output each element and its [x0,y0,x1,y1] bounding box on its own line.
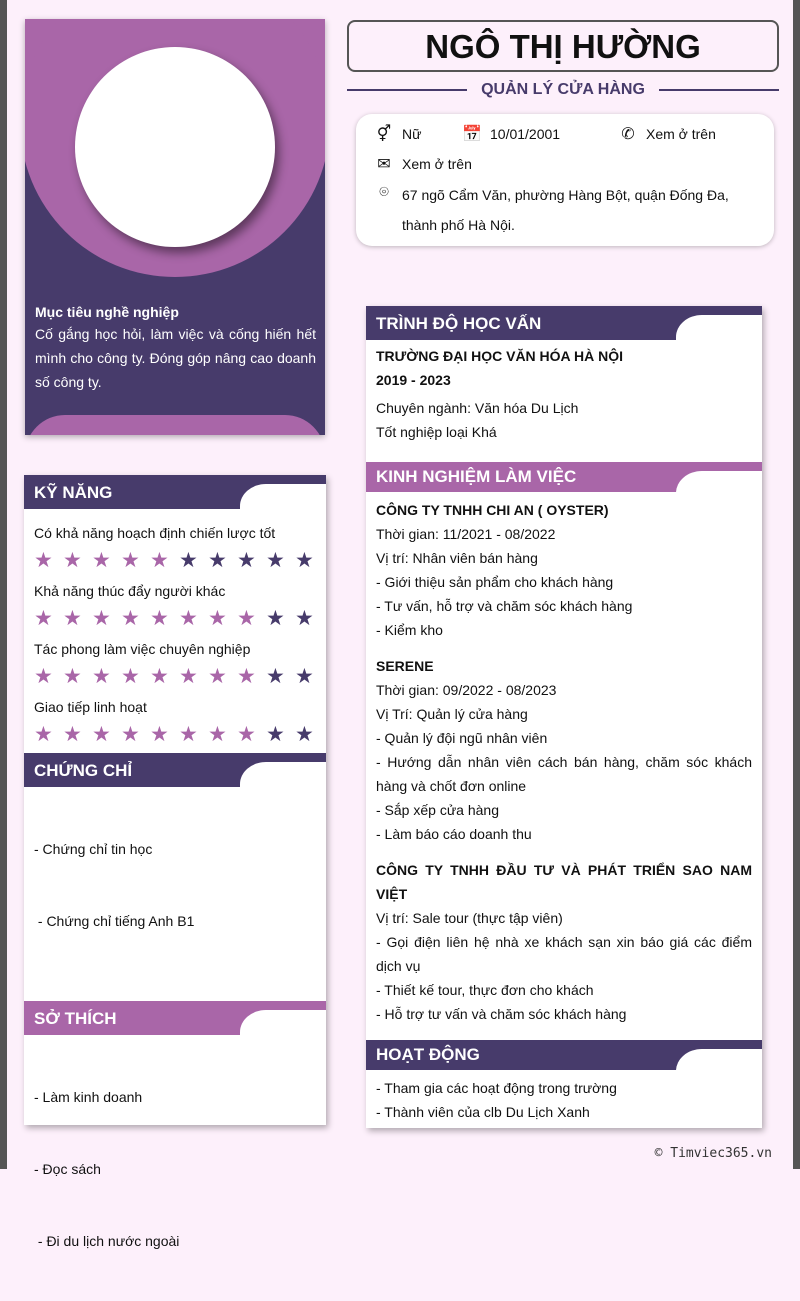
job-detail: - Tư vấn, hỗ trợ và chăm sóc khách hàng [376,598,633,614]
star-empty-icon: ★ [295,722,314,746]
hobby-item: - Làm kinh doanh [34,1089,143,1105]
birthday-value: 10/01/2001 [490,126,561,142]
star-empty-icon: ★ [295,606,314,630]
job-entry [376,498,752,642]
skill-label: Khả năng thúc đẩy người khác [34,583,226,599]
certificate-item: - Chứng chỉ tin học [34,841,153,857]
job-detail: Vị Trí: Quản lý cửa hàng [376,706,528,722]
skills-header [24,475,326,509]
star-filled-icon: ★ [150,548,169,572]
profile-card [25,19,325,435]
envelope-icon: ✉ [377,156,391,173]
star-filled-icon: ★ [121,606,140,630]
left-edge [0,0,7,1169]
job-entry [376,654,752,846]
hobbies-list [24,1035,326,1301]
email [374,154,472,174]
star-empty-icon: ★ [266,548,285,572]
star-filled-icon: ★ [150,606,169,630]
objective [35,302,316,394]
star-filled-icon: ★ [121,664,140,688]
activity-item: - Tham gia các hoạt động trong trường [376,1080,617,1096]
star-empty-icon: ★ [295,548,314,572]
star-empty-icon: ★ [266,722,285,746]
skill-rating [34,605,316,631]
star-filled-icon: ★ [92,548,111,572]
objective-text: Cố gắng học hỏi, làm việc và cống hiến hết mình cho công ty. Đóng góp nâng cao doanh số công ty. [35,326,316,390]
star-filled-icon: ★ [237,664,256,688]
skills-title: KỸ NĂNG [34,483,113,502]
star-filled-icon: ★ [92,606,111,630]
years: 2019 - 2023 [376,372,451,388]
job-detail: - Giới thiệu sản phẩm cho khách hàng [376,574,614,590]
contact-box [356,114,774,246]
email-value[interactable]: Xem ở trên [402,156,472,172]
job-detail: - Quản lý đội ngũ nhân viên [376,730,548,746]
star-empty-icon: ★ [208,548,227,572]
job-detail: Thời gian: 09/2022 - 08/2023 [376,682,557,698]
gender-value: Nữ [402,126,422,142]
star-filled-icon: ★ [63,548,82,572]
skills-list [24,509,326,747]
job-detail: Thời gian: 11/2021 - 08/2022 [376,526,556,542]
star-filled-icon: ★ [92,722,111,746]
star-empty-icon: ★ [266,664,285,688]
address [374,184,729,240]
skill-rating [34,547,316,573]
star-filled-icon: ★ [208,722,227,746]
gender-icon: ⚥ [376,126,392,143]
star-filled-icon: ★ [34,664,53,688]
star-filled-icon: ★ [179,722,198,746]
education-header [366,306,762,340]
hobbies-header [24,1001,326,1035]
star-filled-icon: ★ [34,548,53,572]
activities-title: HOẠT ĐỘNG [376,1045,480,1064]
star-filled-icon: ★ [34,722,53,746]
experience-title: KINH NGHIỆM LÀM VIỆC [376,467,577,486]
activities-header [366,1040,762,1070]
star-filled-icon: ★ [150,664,169,688]
right-column [366,306,762,1128]
gender [374,124,421,144]
phone [618,124,716,144]
location-pin-icon: ⌾ [379,184,389,201]
right-edge [793,0,800,1169]
company-name: SERENE [376,658,434,674]
job-detail: - Gọi điện liên hệ nhà xe khách sạn xin báo giá các điểm dịch vụ [376,934,752,974]
left-column [24,475,326,1249]
footer-watermark: © Timviec365.vn [654,1146,772,1161]
star-empty-icon: ★ [295,664,314,688]
experience-header [366,462,762,492]
job-detail: - Kiểm kho [376,622,443,638]
star-filled-icon: ★ [92,664,111,688]
job-detail: Vị trí: Nhân viên bán hàng [376,550,538,566]
activity-item: - Thành viên của clb Du Lịch Xanh [376,1104,590,1120]
avatar[interactable] [75,47,275,247]
star-filled-icon: ★ [208,664,227,688]
certificates-title: CHỨNG CHỈ [34,761,133,780]
job-detail: - Thiết kế tour, thực đơn cho khách [376,982,594,998]
activities-list [366,1070,762,1124]
star-filled-icon: ★ [150,722,169,746]
certificates-header [24,753,326,787]
star-empty-icon: ★ [266,606,285,630]
star-filled-icon: ★ [34,606,53,630]
address-line: thành phố Hà Nội. [402,217,515,233]
star-filled-icon: ★ [179,606,198,630]
job-title-row [347,78,779,102]
star-filled-icon: ★ [179,664,198,688]
job-detail: - Hỗ trợ tư vấn và chăm sóc khách hàng [376,1006,627,1022]
education-title: TRÌNH ĐỘ HỌC VẤN [376,314,542,333]
job-detail: - Hướng dẫn nhân viên cách bán hàng, chăm sóc khách hàng và chốt đơn online [376,754,752,794]
hobby-item: - Đi du lịch nước ngoài [34,1233,180,1249]
experience-body [366,492,762,1026]
school: TRƯỜNG ĐẠI HỌC VĂN HÓA HÀ NỘI [376,348,624,364]
certificates-list [24,787,326,981]
star-empty-icon: ★ [179,548,198,572]
star-empty-icon: ★ [237,548,256,572]
skill-rating [34,663,316,689]
job-entry [376,858,752,1026]
candidate-name: NGÔ THỊ HƯỜNG [347,20,779,72]
skill-rating [34,721,316,747]
star-filled-icon: ★ [208,606,227,630]
address-line: 67 ngõ Cẩm Văn, phường Hàng Bột, quận Đống Đa, [402,187,729,203]
star-filled-icon: ★ [121,548,140,572]
star-filled-icon: ★ [237,722,256,746]
star-filled-icon: ★ [121,722,140,746]
star-filled-icon: ★ [63,606,82,630]
education-line: Chuyên ngành: Văn hóa Du Lịch [376,400,579,416]
hobbies-title: SỞ THÍCH [34,1009,117,1028]
skill-label: Tác phong làm việc chuyên nghiệp [34,641,251,657]
job-detail: - Sắp xếp cửa hàng [376,802,500,818]
job-detail: Vị trí: Sale tour (thực tập viên) [376,910,563,926]
hobby-item: - Đọc sách [34,1161,101,1177]
company-name: CÔNG TY TNHH CHI AN ( OYSTER) [376,502,609,518]
skill-label: Giao tiếp linh hoạt [34,699,147,715]
decor-bottom [25,415,325,435]
birthday [462,124,560,144]
objective-title: Mục tiêu nghề nghiệp [35,304,179,320]
star-filled-icon: ★ [63,722,82,746]
education-line: Tốt nghiệp loại Khá [376,424,497,440]
calendar-icon: 📅 [462,126,482,143]
star-filled-icon: ★ [237,606,256,630]
company-name: CÔNG TY TNHH ĐẦU TƯ VÀ PHÁT TRIỂN SAO NAM VIỆT [376,862,752,902]
phone-value[interactable]: Xem ở trên [646,126,716,142]
skill-label: Có khả năng hoạch định chiến lược tốt [34,525,276,541]
job-detail: - Làm báo cáo doanh thu [376,826,532,842]
education-body [366,340,762,444]
star-filled-icon: ★ [63,664,82,688]
phone-icon: ✆ [621,126,635,143]
certificate-item: - Chứng chỉ tiếng Anh B1 [34,913,195,929]
job-title: QUẢN LÝ CỬA HÀNG [481,81,645,98]
